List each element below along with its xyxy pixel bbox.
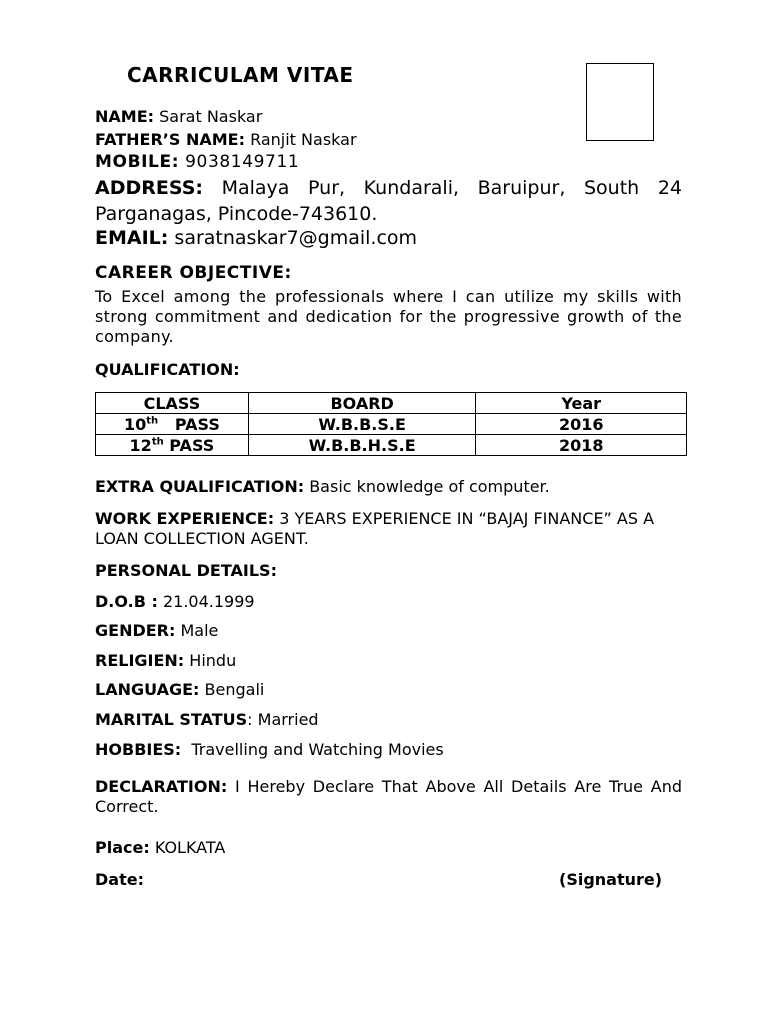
hobbies-label: HOBBIES: bbox=[95, 740, 182, 759]
extra-qualification-value: Basic knowledge of computer. bbox=[309, 477, 550, 496]
declaration-block bbox=[95, 777, 682, 817]
place-line bbox=[95, 838, 225, 857]
name-line bbox=[95, 107, 262, 126]
address-block bbox=[95, 175, 682, 227]
language-line bbox=[95, 680, 264, 699]
religion-value: Hindu bbox=[189, 651, 237, 670]
mobile-value: 9038149711 bbox=[185, 152, 300, 172]
table-cell-year: 2018 bbox=[476, 435, 687, 456]
gender-label: GENDER: bbox=[95, 621, 176, 640]
marital-status-label: MARITAL STATUS bbox=[95, 710, 248, 729]
dob-line bbox=[95, 592, 255, 611]
religion-line bbox=[95, 651, 236, 670]
gender-value: Male bbox=[180, 621, 219, 640]
work-experience-label: WORK EXPERIENCE: bbox=[95, 509, 275, 528]
table-cell-year: 2016 bbox=[476, 414, 687, 435]
email-line bbox=[95, 227, 417, 249]
name-value: Sarat Naskar bbox=[159, 107, 263, 126]
hobbies-value: Travelling and Watching Movies bbox=[191, 740, 444, 759]
qualification-table bbox=[95, 392, 687, 456]
table-cell-board: W.B.B.H.S.E bbox=[248, 435, 476, 456]
personal-details-heading: PERSONAL DETAILS: bbox=[95, 561, 277, 580]
table-row bbox=[96, 435, 687, 456]
career-objective-text: To Excel among the professionals where I can utilize my skills with strong commitment and dedication for the progressive growth of the company. bbox=[95, 287, 682, 346]
table-cell-board: W.B.B.S.E bbox=[248, 414, 476, 435]
mobile-line bbox=[95, 152, 299, 172]
signature-label: (Signature) bbox=[559, 870, 663, 889]
place-label: Place: bbox=[95, 838, 150, 857]
language-value: Bengali bbox=[204, 680, 265, 699]
work-experience-value: 3 YEARS EXPERIENCE IN “BAJAJ FINANCE” AS A LOAN COLLECTION AGENT. bbox=[95, 509, 655, 548]
table-row bbox=[96, 414, 687, 435]
table-header-year: Year bbox=[476, 393, 687, 414]
mobile-label: MOBILE: bbox=[95, 152, 180, 172]
work-experience-block bbox=[95, 509, 682, 549]
career-objective-heading: CAREER OBJECTIVE: bbox=[95, 263, 292, 283]
dob-value: 21.04.1999 bbox=[162, 592, 255, 611]
photo-placeholder-box bbox=[586, 63, 654, 141]
place-value: KOLKATA bbox=[154, 838, 226, 857]
address-label: ADDRESS: bbox=[95, 177, 203, 199]
qualification-heading: QUALIFICATION: bbox=[95, 360, 240, 379]
declaration-label: DECLARATION: bbox=[95, 777, 228, 796]
hobbies-line bbox=[95, 740, 444, 759]
religion-label: RELIGIEN: bbox=[95, 651, 185, 670]
email-value: saratnaskar7@gmail.com bbox=[174, 227, 418, 249]
extra-qualification-label: EXTRA QUALIFICATION: bbox=[95, 477, 305, 496]
gender-line bbox=[95, 621, 218, 640]
father-name-label: FATHER’S NAME: bbox=[95, 130, 245, 149]
page-title: CARRICULAM VITAE bbox=[127, 63, 354, 87]
address-value: Malaya Pur, Kundarali, Baruipur, South 24 Parganagas, Pincode-743610. bbox=[95, 177, 682, 225]
name-label: NAME: bbox=[95, 107, 155, 126]
father-name-line bbox=[95, 130, 357, 149]
table-cell-class: 10th PASS bbox=[96, 414, 249, 435]
date-label: Date: bbox=[95, 870, 144, 889]
table-header-class: CLASS bbox=[96, 393, 249, 414]
declaration-value: I Hereby Declare That Above All Details Are True And Correct. bbox=[95, 777, 682, 816]
father-name-value: Ranjit Naskar bbox=[250, 130, 357, 149]
table-header-row bbox=[96, 393, 687, 414]
marital-status-line bbox=[95, 710, 319, 729]
language-label: LANGUAGE: bbox=[95, 680, 200, 699]
extra-qualification-line bbox=[95, 477, 550, 496]
marital-status-value: : Married bbox=[247, 710, 319, 729]
table-header-board: BOARD bbox=[248, 393, 476, 414]
table-cell-class: 12th PASS bbox=[96, 435, 249, 456]
email-label: EMAIL: bbox=[95, 227, 169, 249]
dob-label: D.O.B : bbox=[95, 592, 158, 611]
